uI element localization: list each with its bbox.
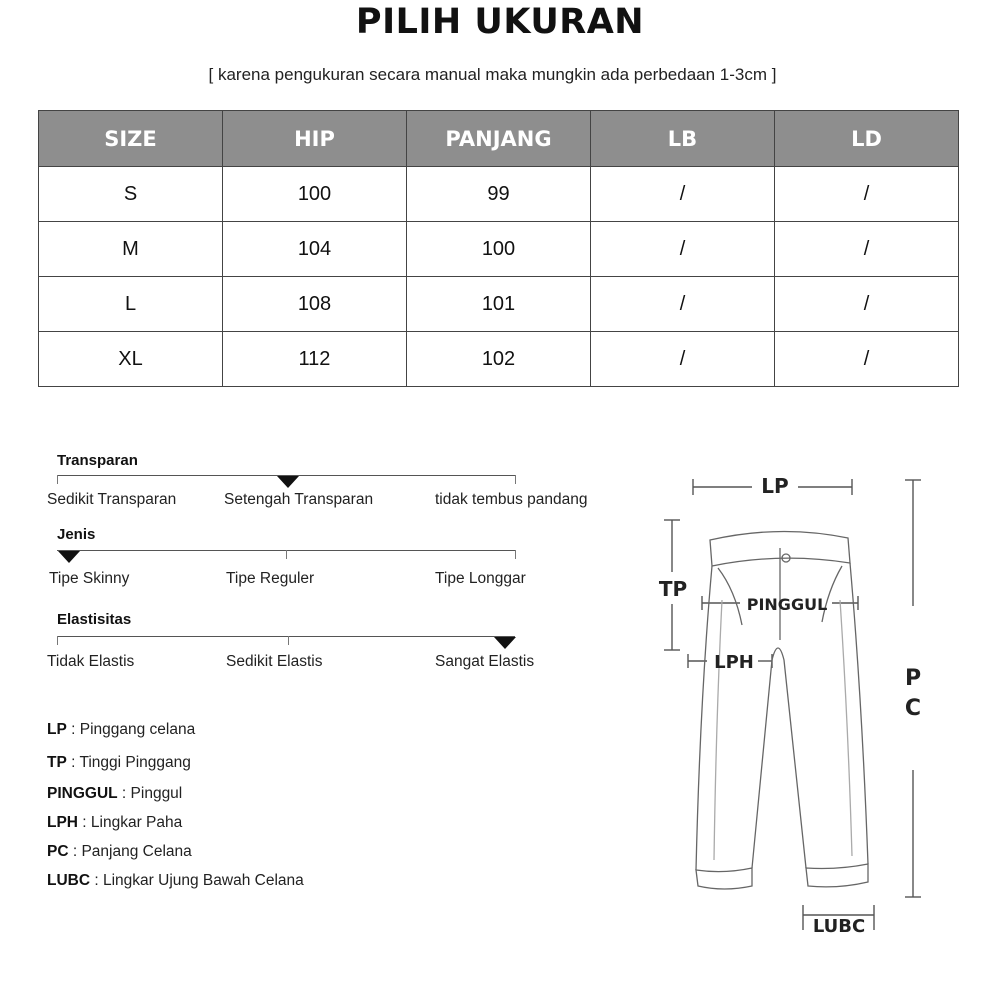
label-pinggul: PINGGUL — [746, 595, 828, 614]
header-hip: HIP — [223, 111, 407, 167]
label-lubc: LUBC — [812, 916, 866, 937]
header-lb: LB — [591, 111, 775, 167]
cell-size: S — [39, 167, 223, 222]
cell-size: L — [39, 277, 223, 332]
legend-item-lubc — [47, 872, 304, 890]
cell-hip: 108 — [223, 277, 407, 332]
legend-abbr: LUBC — [47, 872, 91, 889]
table-row — [39, 332, 959, 387]
option-tipe-skinny: Tipe Skinny — [49, 570, 130, 587]
legend-item-lp — [47, 721, 195, 739]
table-row — [39, 222, 959, 277]
legend-abbr: PINGGUL — [47, 785, 118, 802]
scale-tick — [57, 475, 58, 484]
scale-line-elastisitas — [57, 636, 515, 637]
label-pc-c: C — [904, 696, 922, 721]
legend-desc: : Lingkar Paha — [78, 814, 183, 831]
cell-ld: / — [775, 277, 959, 332]
legend-desc: : Lingkar Ujung Bawah Celana — [90, 872, 304, 889]
cell-size: XL — [39, 332, 223, 387]
legend-abbr: LPH — [47, 814, 78, 831]
label-pc-p: P — [904, 666, 922, 691]
legend-item-pinggul — [47, 785, 182, 803]
cell-hip: 100 — [223, 167, 407, 222]
scale-tick — [286, 550, 287, 559]
size-table — [38, 110, 959, 387]
label-lph: LPH — [714, 652, 754, 673]
scale-marker-transparan — [277, 476, 299, 488]
legend-abbr: LP — [47, 721, 67, 738]
cell-hip: 104 — [223, 222, 407, 277]
pants-diagram — [640, 460, 970, 950]
cell-panjang: 99 — [407, 167, 591, 222]
cell-panjang: 102 — [407, 332, 591, 387]
scale-label-jenis: Jenis — [57, 526, 96, 543]
scale-label-transparan: Transparan — [57, 452, 138, 469]
option-sedikit-elastis: Sedikit Elastis — [226, 653, 323, 670]
option-tipe-reguler: Tipe Reguler — [226, 570, 315, 587]
cell-lb: / — [591, 222, 775, 277]
option-sedikit-transparan: Sedikit Transparan — [47, 491, 177, 508]
header-panjang: PANJANG — [407, 111, 591, 167]
scale-label-elastisitas: Elastisitas — [57, 611, 132, 628]
legend-item-lph — [47, 814, 182, 832]
cell-ld: / — [775, 222, 959, 277]
cell-size: M — [39, 222, 223, 277]
legend-desc: : Pinggul — [117, 785, 183, 802]
page-title: PILIH UKURAN — [355, 2, 645, 42]
table-row — [39, 167, 959, 222]
legend-desc: : Pinggang celana — [66, 721, 196, 738]
legend-desc: : Panjang Celana — [68, 843, 192, 860]
scale-marker-jenis — [58, 551, 80, 563]
header-size: SIZE — [39, 111, 223, 167]
legend-abbr: PC — [47, 843, 69, 860]
cell-lb: / — [591, 167, 775, 222]
legend-abbr: TP — [47, 754, 67, 771]
pants-outline — [696, 531, 868, 889]
table-row — [39, 277, 959, 332]
cell-ld: / — [775, 167, 959, 222]
table-header-row — [39, 111, 959, 167]
label-tp: TP — [658, 577, 688, 601]
option-sangat-elastis: Sangat Elastis — [435, 653, 535, 670]
legend-item-tp — [47, 754, 191, 772]
option-setengah-transparan: Setengah Transparan — [224, 491, 374, 508]
scale-tick — [288, 636, 289, 645]
header-ld: LD — [775, 111, 959, 167]
cell-lb: / — [591, 277, 775, 332]
option-tidak-elastis: Tidak Elastis — [47, 653, 135, 670]
option-tipe-longgar: Tipe Longgar — [435, 570, 526, 587]
cell-panjang: 100 — [407, 222, 591, 277]
option-tidak-tembus-pandang: tidak tembus pandang — [435, 491, 588, 508]
cell-hip: 112 — [223, 332, 407, 387]
scale-tick — [515, 550, 516, 559]
measurement-note: [ karena pengukuran secara manual maka mungkin ada perbedaan 1-3cm ] — [208, 65, 777, 84]
cell-lb: / — [591, 332, 775, 387]
cell-panjang: 101 — [407, 277, 591, 332]
cell-ld: / — [775, 332, 959, 387]
scale-tick — [57, 636, 58, 645]
scale-tick — [515, 475, 516, 484]
label-lp: LP — [761, 474, 789, 498]
scale-marker-elastisitas — [494, 637, 516, 649]
legend-desc: : Tinggi Pinggang — [66, 754, 191, 771]
legend-item-pc — [47, 843, 192, 861]
